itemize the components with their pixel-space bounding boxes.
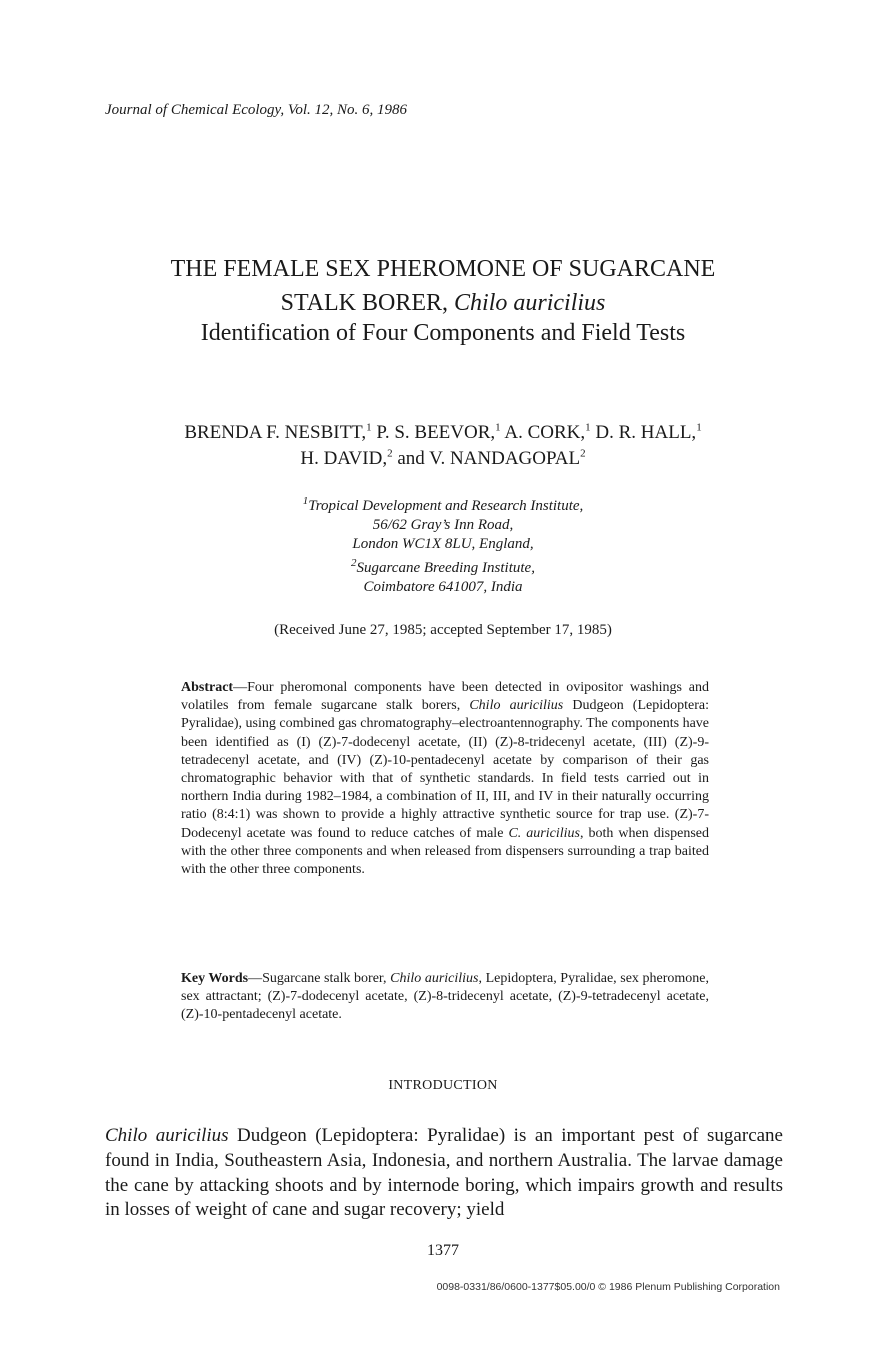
intro-species: Chilo auricilius <box>105 1125 229 1146</box>
affiliation-1-line-2: 56/62 Gray’s Inn Road, <box>372 517 514 533</box>
affiliation-mark: 1 <box>302 495 309 507</box>
affiliation-text: Sugarcane Breeding Institute, <box>356 560 535 576</box>
author-affiliation-mark: 1 <box>495 421 501 434</box>
author-affiliation-mark: 1 <box>696 421 702 434</box>
authors-line-2 <box>0 446 886 472</box>
key-words-species: Chilo auricilius <box>390 971 479 986</box>
key-words <box>181 970 709 1025</box>
affiliation-2-line-2: Coimbatore 641007, India <box>363 579 523 595</box>
section-heading-introduction: INTRODUCTION <box>388 1078 498 1093</box>
author-affiliation-mark: 2 <box>580 447 586 460</box>
key-words-label: Key Words <box>181 971 249 986</box>
authors-line-1 <box>0 420 886 446</box>
title-line-2 <box>0 286 886 320</box>
abstract-text: —Four pheromonal components have been detected in ovipositor washings and volatiles from female sugarcane stalk borers, <box>181 680 709 714</box>
author-name: H. DAVID, <box>300 448 388 469</box>
key-words-text: —Sugarcane stalk borer, <box>248 971 391 986</box>
abstract-text: Dudgeon (Lepidoptera: Pyralidae), using combined gas chromatography–electroantennography. The components have been identified as (I) (Z)-7-dodecenyl acetate, (II) (Z)-8-tridecenyl acetate, (III) (Z)-9-tetradecenyl acetate, and (IV) (Z)-10-pentadecenyl acetate by comparison of their gas chromatographic behavior with that of synthetic standards. In field tests carried out in northern India during 1982–1984, a combination of II, III, and IV in their naturally occurring ratio (8:4:1) was shown to provide a highly attractive synthetic source for trap use. (Z)-7-Dodecenyl acetate was found to reduce catches of male <box>181 698 709 841</box>
abstract-label: Abstract <box>181 680 234 695</box>
author-name: BRENDA F. NESBITT, <box>184 422 367 443</box>
title-line-2-prefix: STALK BORER, <box>280 290 455 316</box>
intro-text: Dudgeon (Lepidoptera: Pyralidae) is an important pest of sugarcane found in India, Southeastern Asia, Indonesia, and northern Australia. The larvae damage the cane by attacking shoots and by internode boring, which impairs growth and results in losses of weight of cane and sugar recovery; yield <box>105 1125 783 1221</box>
author-affiliation-mark: 1 <box>585 421 591 434</box>
subtitle: Identification of Four Components and Field Tests <box>200 320 686 346</box>
author-affiliation-mark: 1 <box>366 421 372 434</box>
author-name: D. R. HALL, <box>590 422 697 443</box>
affiliation-2-line-1 <box>0 559 886 578</box>
key-words-text: , Lepidoptera, Pyralidae, sex pheromone, sex attractant; (Z)-7-dodecenyl acetate, (Z)-8-tridecenyl acetate, (Z)-9-tetradecenyl acetate, (Z)-10-pentadecenyl acetate. <box>181 971 709 1023</box>
title-species: Chilo auricilius <box>454 290 606 316</box>
received-dates: (Received June 27, 1985; accepted September 17, 1985) <box>274 622 612 638</box>
affiliation-1-line-1 <box>0 497 886 516</box>
affiliation-1-line-3: London WC1X 8LU, England, <box>352 536 534 552</box>
author-name: and V. NANDAGOPAL <box>392 448 581 469</box>
author-name: P. S. BEEVOR, <box>371 422 496 443</box>
abstract <box>181 679 709 879</box>
abstract-text: , both when dispensed with the other three components and when released from dispensers surrounding a trap baited with the other three components. <box>181 825 709 878</box>
author-name: A. CORK, <box>500 422 586 443</box>
page-number: 1377 <box>427 1242 459 1259</box>
copyright-line: 0098-0331/86/0600-1377$05.00/0 © 1986 Plenum Publishing Corporation <box>436 1281 780 1293</box>
title-line-1: THE FEMALE SEX PHEROMONE OF SUGARCANE <box>170 256 716 282</box>
author-affiliation-mark: 2 <box>387 447 393 460</box>
abstract-species: Chilo auricilius <box>469 698 564 714</box>
affiliation-mark: 2 <box>351 557 357 569</box>
affiliation-text: Tropical Development and Research Institute, <box>308 498 584 514</box>
introduction-paragraph <box>105 1124 783 1223</box>
journal-citation: Journal of Chemical Ecology, Vol. 12, No. 6, 1986 <box>105 102 408 118</box>
abstract-species: C. auricilius <box>508 825 580 841</box>
